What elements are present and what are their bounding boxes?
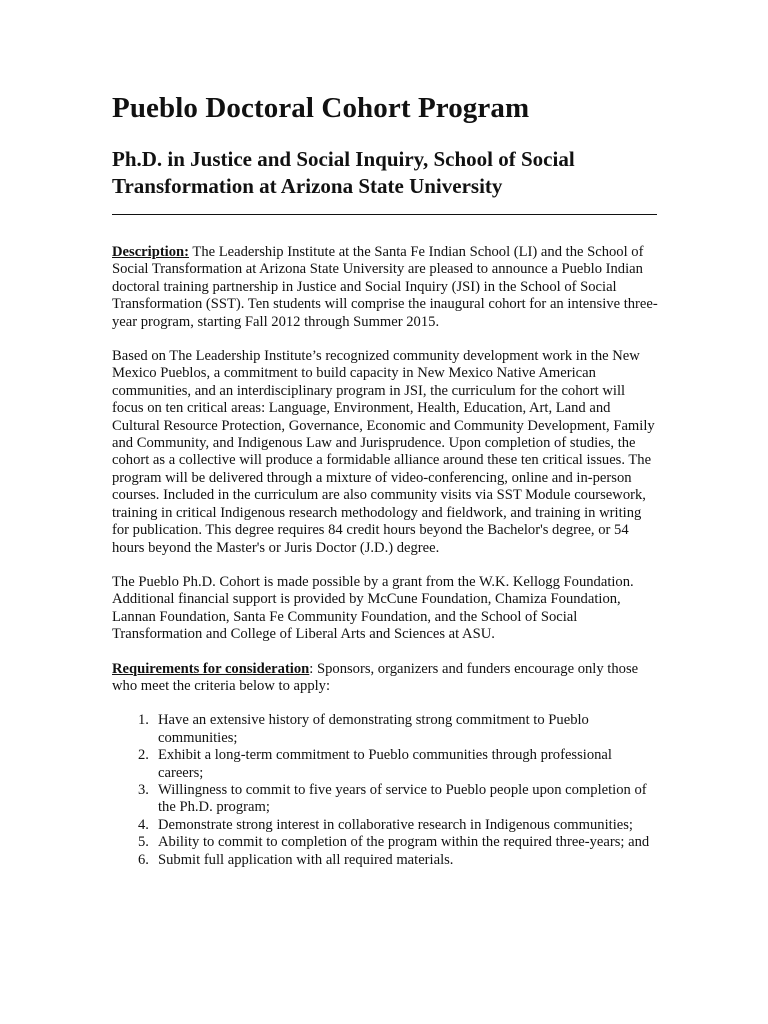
list-item-number: 1. <box>138 712 149 729</box>
list-item <box>112 782 658 817</box>
list-item <box>112 747 658 782</box>
horizontal-rule <box>112 214 657 215</box>
list-item <box>112 834 658 851</box>
description-label: Description: <box>112 244 190 260</box>
list-item-number: 3. <box>138 781 149 798</box>
requirements-label: Requirements for consideration <box>112 660 310 677</box>
list-item-number: 6. <box>138 851 149 868</box>
list-item <box>112 852 658 869</box>
list-item-text: Have an extensive history of demonstrating strong commitment to Pueblo communities; <box>158 712 589 746</box>
list-item-text: Exhibit a long-term commitment to Pueblo communities through professional careers; <box>158 747 612 781</box>
list-item-text: Submit full application with all required materials. <box>158 851 454 868</box>
list-item <box>112 712 658 747</box>
list-item-text: Willingness to commit to five years of service to Pueblo people upon completion of the Ph.D. program; <box>158 781 647 816</box>
page-subtitle: Ph.D. in Justice and Social Inquiry, School of Social Transformation at Arizona State University <box>112 147 575 198</box>
description-paragraph <box>112 244 658 331</box>
list-item-number: 5. <box>138 834 149 851</box>
curriculum-paragraph: Based on The Leadership Institute’s recognized community development work in the New Mexico Pueblos, a commitment to build capacity in New Mexico Native American communities, and an interdisciplinary program in JSI, the curriculum for the cohort will focus on ten critical areas: Language, Environment, Health, Education, Art, Land and Cultural Resource Protection, Governance, Economic and Community Development, Family and Community, and Indigenous Law and Jurisprudence. Upon completion of studies, the cohort as a collective will produce a formidable alliance around these ten critical issues. The program will be delivered through a mixture of video-conferencing, online and in-person courses. Included in the curriculum are also community visits via SST Module coursework, training in critical Indigenous research methodology and fieldwork, and training in writing for publication. This degree requires 84 credit hours beyond the Bachelor's degree, or 54 hours beyond the Master's or Juris Doctor (J.D.) degree. <box>112 348 655 556</box>
list-item-number: 4. <box>138 816 149 833</box>
requirements-paragraph <box>112 661 658 696</box>
requirements-intro: : Sponsors, organizers and funders encourage only those who meet the criteria below to apply: <box>112 660 639 694</box>
requirements-list <box>112 712 658 869</box>
list-item-text: Demonstrate strong interest in collaborative research in Indigenous communities; <box>158 816 633 833</box>
list-item-number: 2. <box>138 747 149 764</box>
list-item-text: Ability to commit to completion of the program within the required three-years; and <box>158 834 650 851</box>
description-text: The Leadership Institute at the Santa Fe Indian School (LI) and the School of Social Transformation at Arizona State University are pleased to announce a Pueblo Indian doctoral training partnership in Justice and Social Inquiry (JSI) in the School of Social Transformation (SST). Ten students will comprise the inaugural cohort for an intensive three-year program, starting Fall 2012 through Summer 2015. <box>112 244 658 330</box>
list-item <box>112 817 658 834</box>
funding-paragraph: The Pueblo Ph.D. Cohort is made possible by a grant from the W.K. Kellogg Foundation. Additional financial support is provided by McCune Foundation, Chamiza Foundation, Lannan Foundation, Santa Fe Community Foundation, and the School of Social Transformation and College of Liberal Arts and Sciences at ASU. <box>112 573 634 643</box>
page-title: Pueblo Doctoral Cohort Program <box>112 92 530 124</box>
